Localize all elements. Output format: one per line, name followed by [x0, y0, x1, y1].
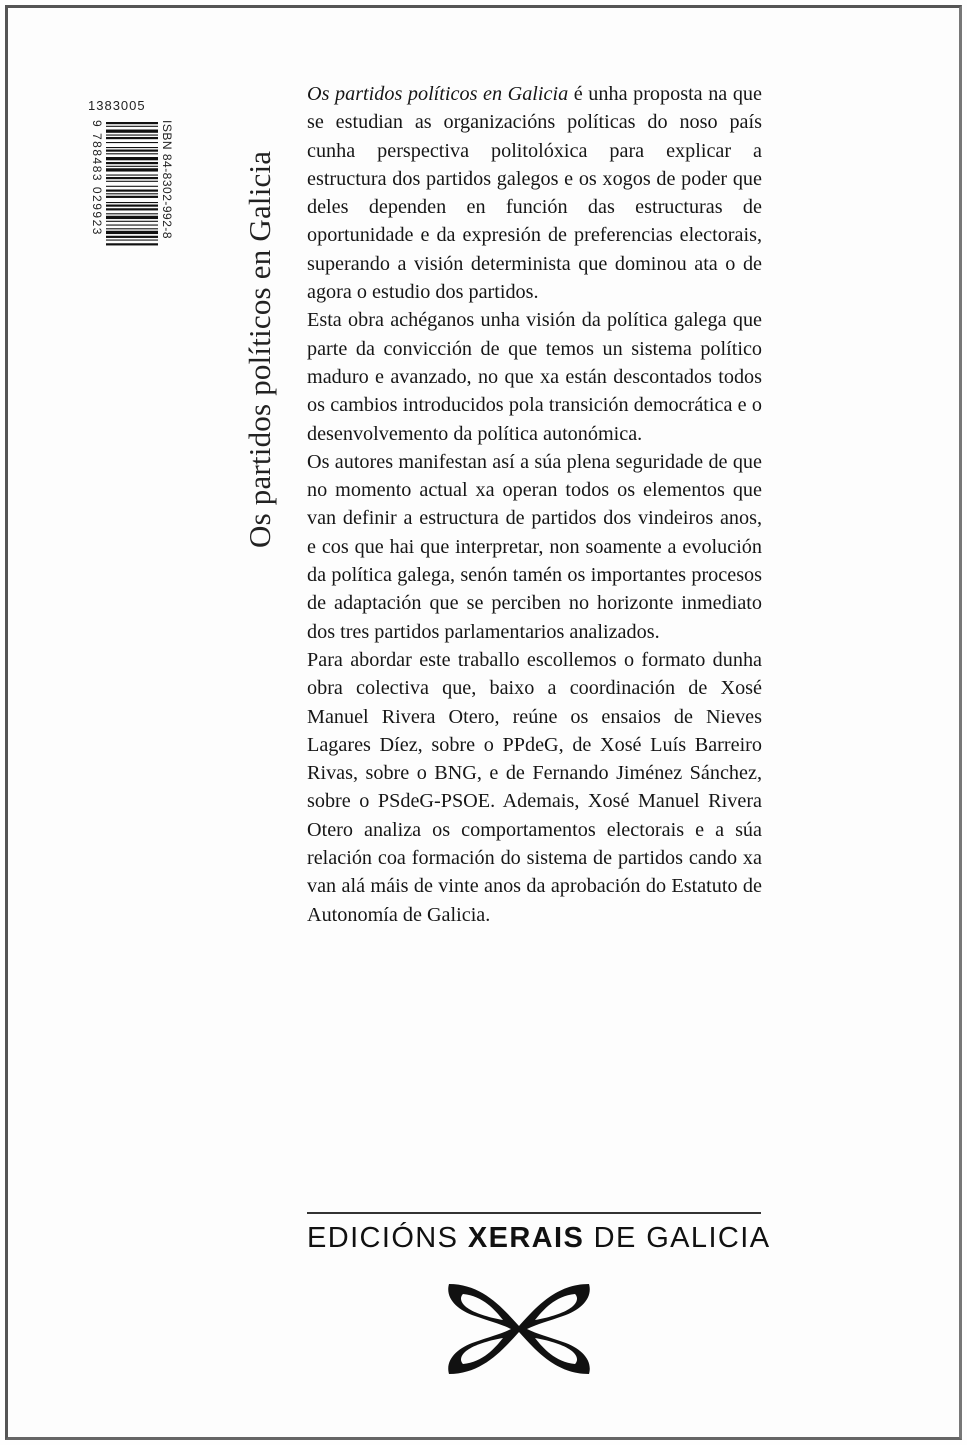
barcode-bar [106, 157, 158, 160]
barcode-bar [106, 126, 158, 127]
barcode-bar [106, 216, 158, 219]
vertical-title: Os partidos políticos en Galicia [242, 150, 277, 548]
barcode-bar [106, 202, 158, 203]
barcode-bar [106, 137, 158, 139]
barcode-bar [106, 193, 158, 194]
barcode-bar [106, 181, 158, 182]
xerais-logo-icon [441, 1276, 597, 1382]
blurb-paragraph-1 [307, 80, 762, 306]
isbn-label: ISBN 84-8302-992-8 [160, 120, 174, 240]
product-code: 1383005 [88, 98, 146, 113]
publisher-prefix: EDICIÓNS [307, 1222, 468, 1254]
blurb-paragraph-3: Os autores manifestan así a súa plena seguridade de que no momento actual xa operan todos os elementos que van definir a estructura de partidos dos vindeiros anos, e cos que hai que interpretar, non soamente a evolución da política galega, senón tamén os importantes procesos de adaptación que se perciben no horizonte inmediato dos tres partidos parlamentarios analizados. [307, 450, 762, 643]
blurb-paragraph-2: Esta obra achéganos unha visión da política galega que parte da convicción de que temos un sistema político maduro e avanzado, no que xa están descontados todos os cambios introducidos pola transición democrática e o desenvolvemento da política autonómica. [307, 309, 762, 445]
barcode-rotated [88, 120, 174, 300]
barcode-bar [106, 225, 158, 226]
barcode-bar [106, 208, 158, 210]
barcode-bar [106, 240, 158, 241]
barcode-bar [106, 236, 158, 238]
blurb-paragraph-4: Para abordar este traballo escollemos o formato dunha obra colectiva que, baixo a coordinación de Xosé Manuel Rivera Otero, reúne os ensaios de Nieves Lagares Díez, sobre o PPdeG, de Xosé Luís Barreiro Rivas, sobre o BNG, e de Fernando Jiménez Sánchez, sobre o PSdeG-PSOE. Ademais, Xosé Manuel Rivera Otero analiza os comportamentos electorais e a súa relación coa formación do sistema de partidos cando xa van alá máis de vinte anos da aprobación do Estatuto de Autonomía de Galicia. [307, 648, 762, 926]
barcode-bar [106, 177, 158, 179]
barcode-bar [106, 175, 158, 176]
barcode-bar [106, 153, 158, 154]
barcode-bar [106, 196, 158, 198]
barcode-bar [106, 150, 158, 152]
barcode-bar [106, 221, 158, 222]
barcode-bar [106, 243, 158, 245]
barcode-bar [106, 147, 158, 148]
barcode-bar [106, 205, 158, 207]
barcode-bar [106, 130, 158, 133]
barcode-icon [106, 120, 158, 300]
publisher-divider [307, 1212, 761, 1214]
barcode-bar [106, 186, 158, 187]
barcode-bar [106, 228, 158, 229]
publisher-name [307, 1222, 771, 1255]
barcode-bar [106, 231, 158, 234]
barcode-digits: 9 788483 029923 [90, 120, 104, 236]
publisher-suffix: DE GALICIA [584, 1222, 771, 1254]
barcode-bar [106, 122, 158, 124]
barcode-bar [106, 166, 158, 167]
book-title-italic: Os partidos políticos en Galicia [307, 83, 569, 105]
barcode-block [82, 92, 174, 302]
blurb-paragraph-1-text: é unha proposta na que se estudian as organizacións políticas do noso país cunha perspectiva politolóxica para explicar a estructura dos partidos galegos e os xogos de poder que deles dependen en función das estructuras de oportunidade e da expresión de preferencias electorais, superando a visión determinista que dominou ata o de agora o estudio dos partidos. [307, 83, 762, 304]
barcode-bar [106, 162, 158, 164]
blurb-text [307, 80, 762, 929]
barcode-bar [106, 213, 158, 214]
barcode-bar [106, 142, 158, 143]
barcode-bar [106, 190, 158, 192]
barcode-bar [106, 168, 158, 171]
publisher-bold: XERAIS [467, 1222, 585, 1254]
barcode-bar [106, 135, 158, 136]
